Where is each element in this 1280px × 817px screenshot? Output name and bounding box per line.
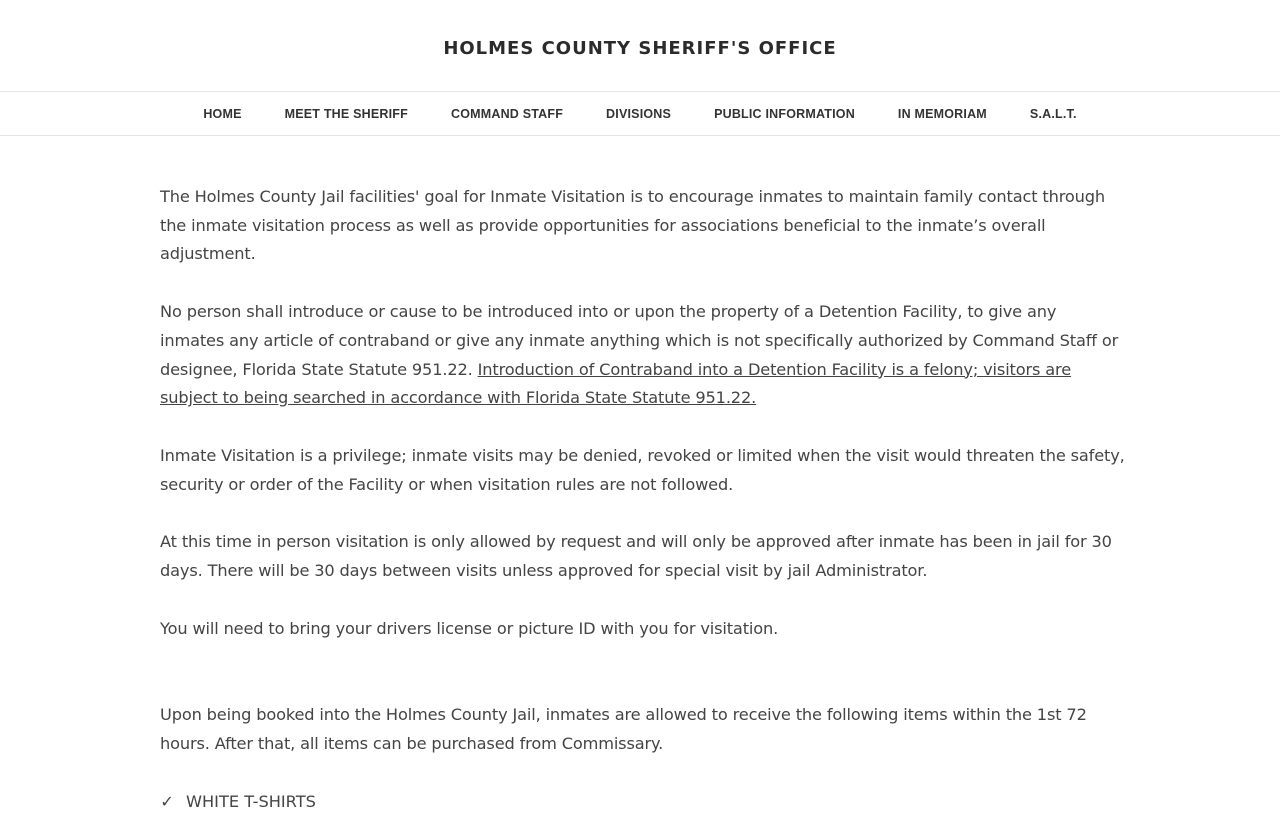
list-item: [160, 788, 1125, 817]
site-header: [0, 0, 1280, 91]
spacer: [160, 586, 1125, 615]
spacer: [160, 413, 1125, 442]
contraband-text: No person shall introduce or cause to be introduced into or upon the property of a Detention Facility, to give any inmates any article of contraband or give any inmate anything which is not specifically authorized by Command Staff or designee, Florida State Statute 951.22.: [160, 302, 1119, 379]
site-title[interactable]: HOLMES COUNTY SHERIFF'S OFFICE: [443, 38, 837, 59]
nav-item-home[interactable]: HOME: [203, 106, 242, 121]
nav-item-salt[interactable]: S.A.L.T.: [1029, 106, 1077, 121]
check-icon: ✓: [160, 791, 174, 811]
spacer: [160, 643, 1125, 701]
contraband-paragraph: [160, 298, 1125, 413]
spacer: [160, 499, 1125, 528]
spacer: [160, 269, 1125, 298]
main-content: [160, 183, 1125, 817]
nav-item-meet-the-sheriff[interactable]: MEET THE SHERIFF: [284, 106, 408, 121]
nav-item-command-staff[interactable]: COMMAND STAFF: [450, 106, 564, 121]
nav-item-in-memoriam[interactable]: IN MEMORIAM: [897, 106, 987, 121]
spacer: [160, 759, 1125, 788]
nav-item-public-information[interactable]: PUBLIC INFORMATION: [714, 106, 855, 121]
nav-item-divisions[interactable]: DIVISIONS: [606, 106, 672, 121]
contraband-felony-link[interactable]: Introduction of Contraband into a Detention Facility is a felony; visitors are subject to being searched in accordance with Florida State Statute 951.22.: [160, 359, 1072, 408]
id-requirement-paragraph: You will need to bring your drivers license or picture ID with you for visitation.: [160, 618, 779, 638]
in-person-visitation-paragraph: At this time in person visitation is only allowed by request and will only be approved after inmate has been in jail for 30 days. There will be 30 days between visits unless approved for special visit by jail Administrator.: [160, 532, 1112, 581]
nav-list: [203, 107, 1076, 121]
visitation-goal-paragraph: The Holmes County Jail facilities' goal for Inmate Visitation is to encourage inmates to maintain family contact through the inmate visitation process as well as provide opportunities for associations beneficial to the inmate’s overall adjustment.: [160, 187, 1105, 264]
booking-items-paragraph: Upon being booked into the Holmes County Jail, inmates are allowed to receive the following items within the 1st 72 hours. After that, all items can be purchased from Commissary.: [160, 705, 1087, 754]
privilege-paragraph: Inmate Visitation is a privilege; inmate visits may be denied, revoked or limited when the visit would threaten the safety, security or order of the Facility or when visitation rules are not followed.: [160, 445, 1125, 494]
allowed-items-list: [160, 788, 1125, 817]
main-nav: [0, 91, 1280, 136]
list-item-label: WHITE T-SHIRTS: [186, 791, 316, 811]
